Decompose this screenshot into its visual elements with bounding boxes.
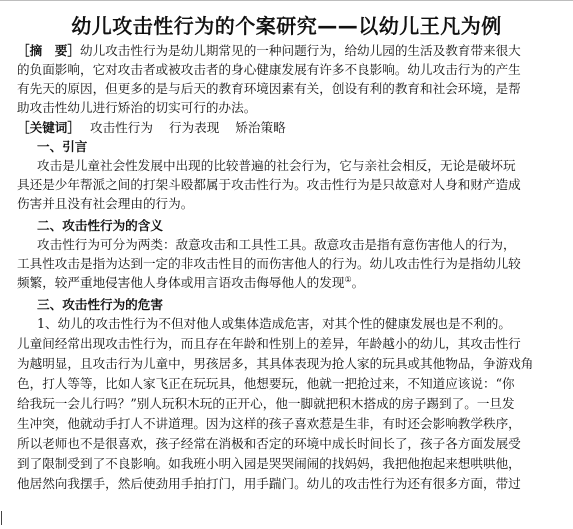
section2-line-3 — [17, 275, 364, 291]
abstract-line-4: 助攻击性幼儿进行矫治的切实可行的办法。 — [17, 100, 257, 115]
section-heading-introduction: 一、引言 — [37, 139, 88, 154]
abstract-text-1: 幼儿攻击性行为是幼儿期常见的一种问题行为，给幼儿园的生活及教育带来很大 — [79, 43, 521, 58]
section1-line-3: 伤害并且没有社会理由的行为。 — [17, 196, 194, 211]
section3-line-9: 他居然向我摆手，然后使劲用手拍打门，用手踹门。幼儿的攻击性行为还有很多方面，带过 — [17, 476, 521, 491]
section3-line-8: 到了限制受到了不良影响。如我班小明入园是哭哭闹闹的找妈妈，我把他抱起来想哄哄他， — [17, 456, 521, 471]
abstract-line-1 — [17, 43, 521, 59]
section2-line-2: 工具性攻击是指为达到一定的非攻击性目的而伤害他人的行为。幼儿攻击性行为是指幼儿较 — [17, 256, 521, 271]
section3-line-1: 1、幼儿的攻击性行为不但对他人或集体造成危害，对其个性的健康发展也是不利的。 — [37, 316, 511, 331]
text-cursor — [1, 511, 2, 525]
section3-line-6: 生冲突，他就动手打人不讲道理。因为这样的孩子喜欢惹是生非，有时还会影响教学秩序， — [17, 416, 521, 431]
document-title: 幼儿攻击性行为的个案研究——以幼儿王凡为例 — [71, 14, 502, 38]
section2-line-1: 攻击性行为可分为两类：敌意攻击和工具性工具。敌意攻击是指有意伤害他人的行为， — [37, 237, 516, 252]
abstract-line-3: 有先天的原因，但更多的是与后天的教育环境因素有关，创设有利的教育和社会环境，是帮 — [17, 81, 521, 96]
section3-line-2: 儿童间经常出现攻击性行为，而且存在年龄和性别上的差异，年龄越小的幼儿，其攻击性行 — [17, 336, 521, 351]
section-heading-definition: 二、攻击性行为的含义 — [37, 218, 163, 233]
section3-line-7: 所以老师也不是很喜欢，孩子经常在消极和否定的环境中成长时间长了，孩子各方面发展受 — [17, 436, 521, 451]
section1-line-1: 攻击是儿童社会性发展中出现的比较普遍的社会行为，它与亲社会相反，无论是破坏玩 — [37, 158, 516, 173]
keywords-label: ［关键词］ — [17, 120, 80, 135]
keywords-line — [17, 120, 286, 136]
section1-line-2: 具还是少年帮派之间的打架斗殴都属于攻击性行为。攻击性行为是只故意对人身和财产造成 — [17, 177, 521, 192]
keyword-2: 行为表现 — [168, 120, 220, 135]
section3-line-4: 色，打人等等，比如人家飞正在玩玩具，他想要玩，他就一把抢过来，不知道应该说：“你 — [17, 376, 515, 391]
section-heading-harm: 三、攻击性行为的危害 — [37, 297, 163, 312]
keyword-1: 攻击性行为 — [89, 120, 153, 135]
section3-line-5: 给我玩一会儿行吗？”别人玩积木玩的正开心，他一脚就把积木搭成的房子踢到了。一旦发 — [17, 396, 515, 411]
footnote-marker: ① — [344, 274, 352, 284]
abstract-line-2: 的负面影响，它对攻击者或被攻击者的身心健康发展有许多不良影响。幼儿攻击行为的产生 — [17, 62, 521, 77]
section2-line-3-text: 频繁，较严重地侵害他人身体或用言语攻击侮辱他人的发现 — [17, 275, 345, 290]
section3-line-3: 为越明显，且攻击行为儿童中，男孩居多，其具体表现为抢人家的玩具或其他物品，争游戏角 — [17, 356, 534, 371]
keyword-3: 矫治策略 — [235, 120, 286, 135]
section2-line-3-end: 。 — [351, 275, 365, 290]
abstract-label: ［摘 要］ — [17, 43, 80, 58]
